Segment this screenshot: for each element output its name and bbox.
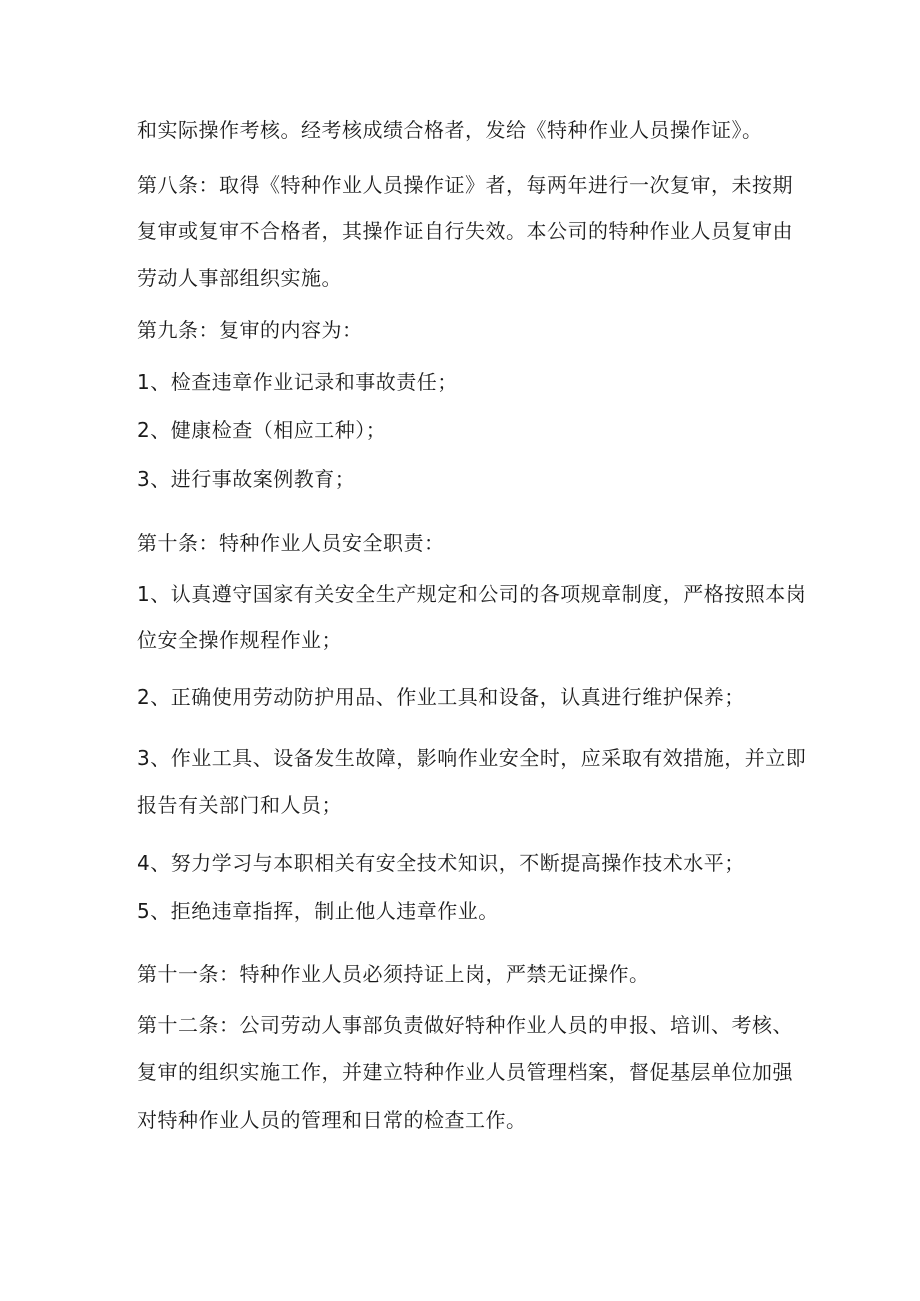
article-9-heading: 第九条：复审的内容为： [137,318,363,342]
article-12-line-2: 复审的组织实施工作，并建立特种作业人员管理档案，督促基层单位加强 [137,1060,793,1084]
article-9-item-2: 2、健康检查（相应工种）； [137,418,387,442]
article-10-heading: 第十条：特种作业人员安全职责： [137,531,445,555]
article-10-item-5: 5、拒绝违章指挥，制止他人违章作业。 [137,899,499,923]
article-11: 第十一条：特种作业人员必须持证上岗，严禁无证操作。 [137,962,650,986]
text-line-1: 和实际操作考核。经考核成绩合格者，发给《特种作业人员操作证》。 [137,118,763,142]
article-9-item-3: 3、进行事故案例教育； [137,467,356,491]
article-10-item-3-line-1: 3、作业工具、设备发生故障，影响作业安全时，应采取有效措施，并立即 [137,746,807,770]
article-10-item-2: 2、正确使用劳动防护用品、作业工具和设备，认真进行维护保养； [137,685,745,709]
article-10-item-3-line-2: 报告有关部门和人员； [137,793,342,817]
article-8-line-3: 劳动人事部组织实施。 [137,266,342,290]
article-10-item-1-line-1: 1、认真遵守国家有关安全生产规定和公司的各项规章制度，严格按照本岗 [137,582,807,606]
article-10-item-4: 4、努力学习与本职相关有安全技术知识，不断提高操作技术水平； [137,851,745,875]
article-10-item-1-line-2: 位安全操作规程作业； [137,628,342,652]
article-8-line-2: 复审或复审不合格者，其操作证自行失效。本公司的特种作业人员复审由 [137,219,793,243]
article-9-item-1: 1、检查违章作业记录和事故责任； [137,370,458,394]
article-12-line-3: 对特种作业人员的管理和日常的检查工作。 [137,1108,527,1132]
article-12-line-1: 第十二条：公司劳动人事部负责做好特种作业人员的申报、培训、考核、 [137,1013,793,1037]
article-8-line-1: 第八条：取得《特种作业人员操作证》者，每两年进行一次复审，未按期 [137,173,793,197]
